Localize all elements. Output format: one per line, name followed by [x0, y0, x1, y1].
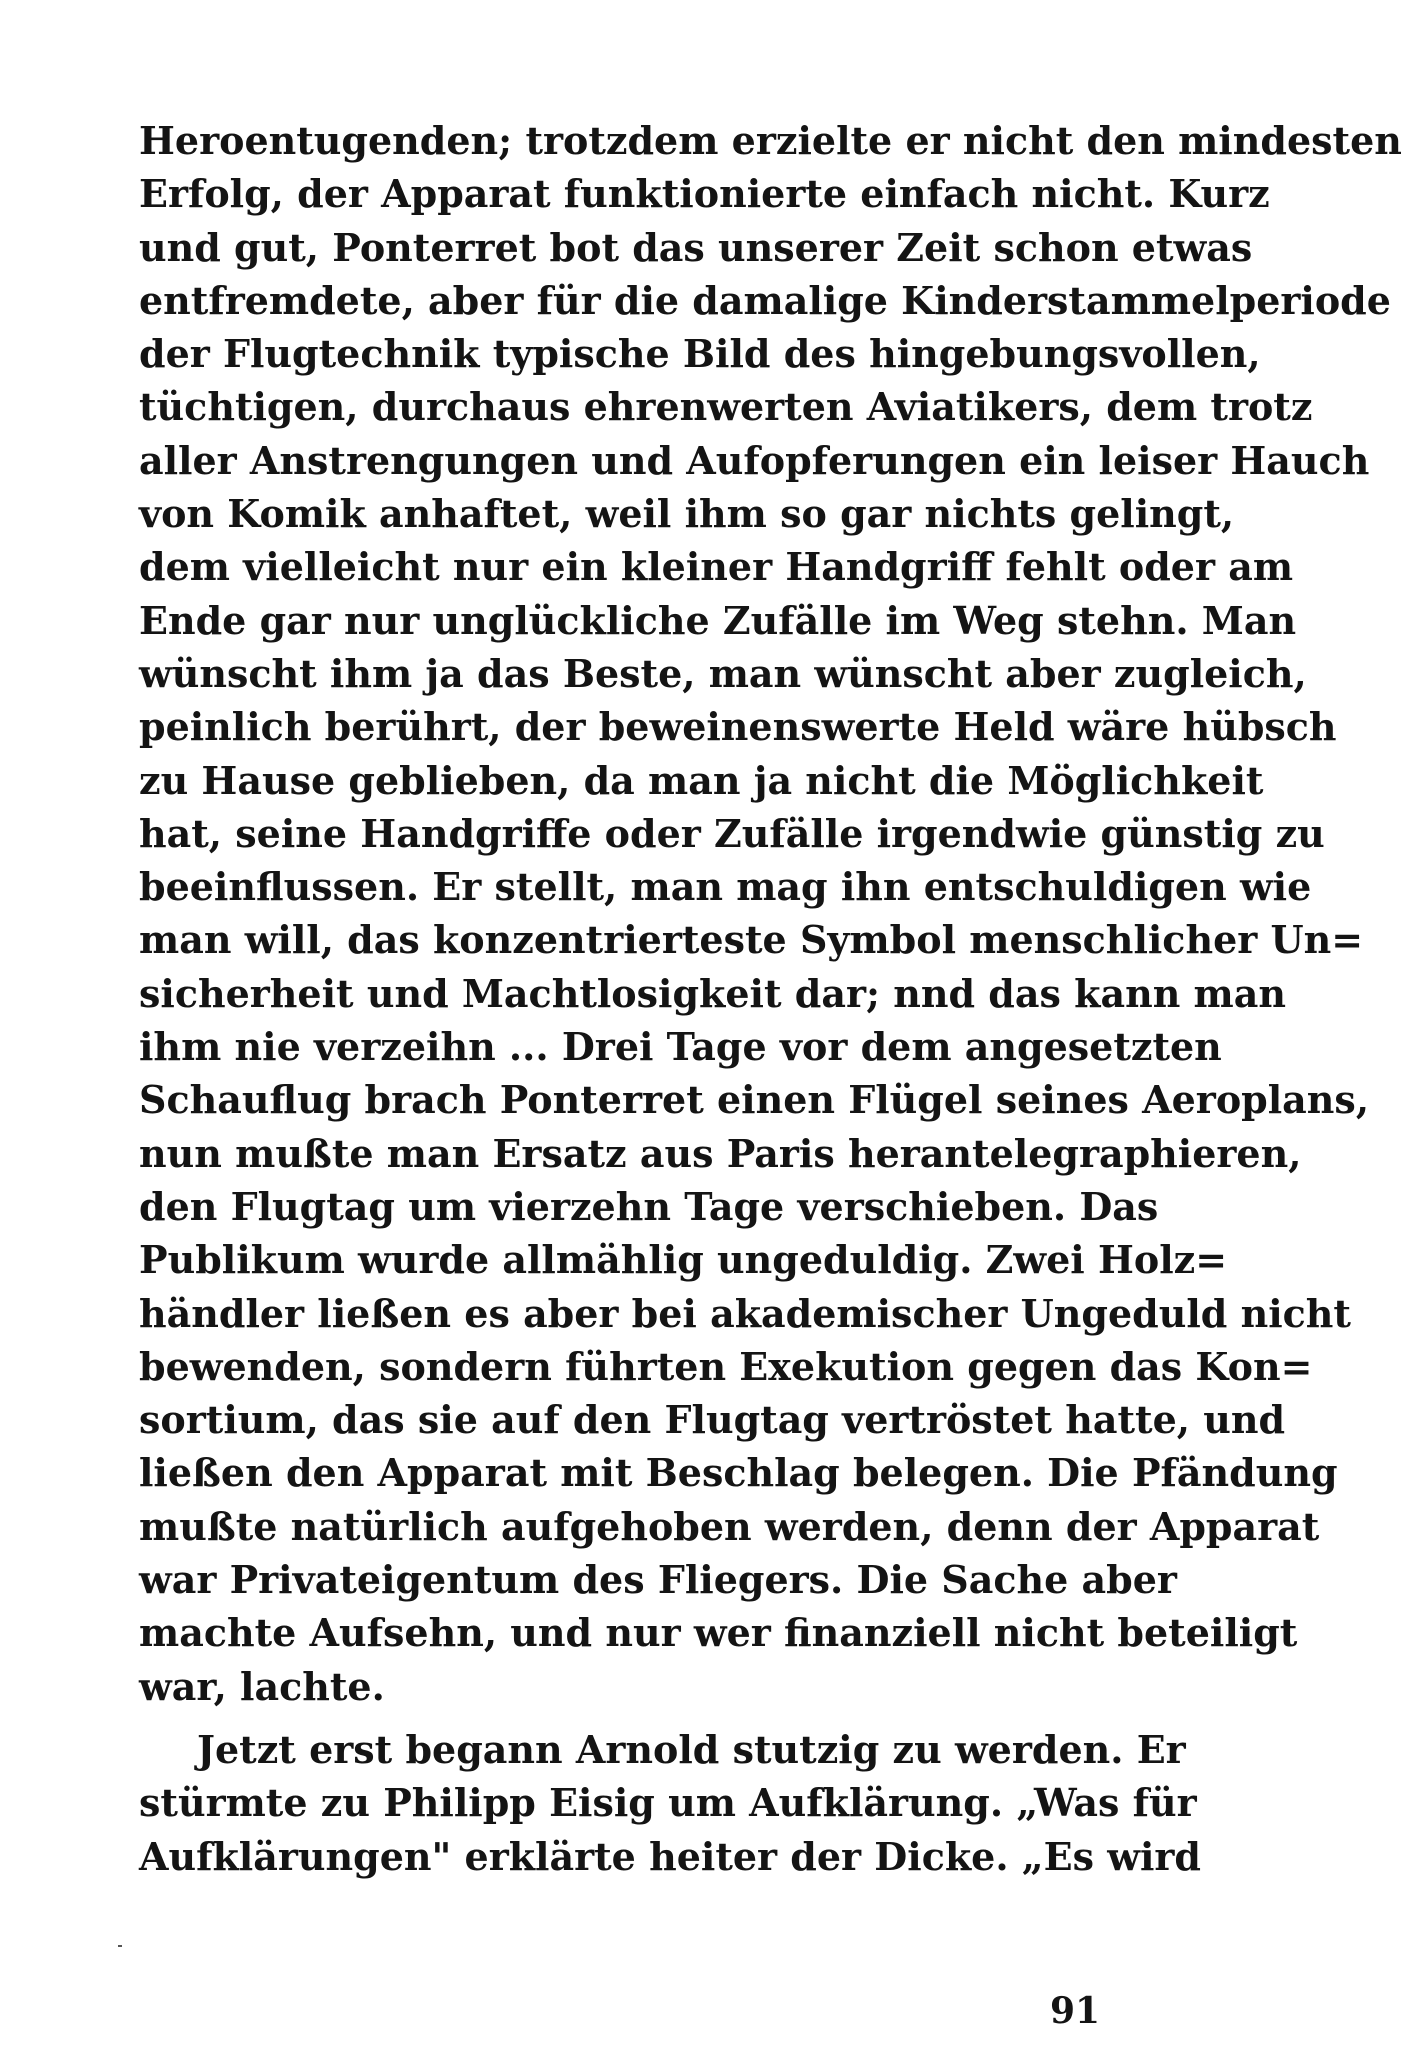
text-line: und gut, Ponterret bot das unserer Zeit schon etwas [139, 224, 1253, 270]
text-line: Jetzt erst begann Arnold stutzig zu werden. Er [197, 1726, 1186, 1772]
text-line: war Privateigentum des Fliegers. Die Sache aber [139, 1557, 1177, 1603]
text-line: wünscht ihm ja das Beste, man wünscht aber zugleich, [139, 650, 1307, 696]
paragraph-2 [139, 1723, 1201, 1883]
text-line: händler ließen es aber bei akademischer Ungeduld nicht [139, 1290, 1351, 1336]
body-text [139, 114, 1402, 1883]
text-line: tüchtigen, durchaus ehrenwerten Aviatikers, dem trotz [139, 384, 1313, 430]
text-line: ihm nie verzeihn ... Drei Tage vor dem angesetzten [139, 1024, 1222, 1070]
text-line: nun mußte man Ersatz aus Paris herantelegraphieren, [139, 1130, 1302, 1176]
text-line: machte Aufsehn, und nur wer finanziell nicht beteiligt [139, 1610, 1298, 1656]
text-line: der Flugtechnik typische Bild des hingebungsvollen, [139, 331, 1261, 377]
text-line: von Komik anhaftet, weil ihm so gar nichts gelingt, [139, 491, 1235, 537]
text-line: zu Hause geblieben, da man ja nicht die Möglichkeit [139, 757, 1264, 803]
text-line: peinlich berührt, der beweinenswerte Held wäre hübsch [139, 704, 1337, 750]
text-line: stürmte zu Philipp Eisig um Aufklärung. „Was für [139, 1780, 1197, 1826]
paragraph-1 [139, 114, 1402, 1713]
text-line: aller Anstrengungen und Aufopferungen ein leiser Hauch [139, 437, 1370, 483]
text-line: entfremdete, aber für die damalige Kinderstammelperiode [139, 277, 1391, 323]
text-line: war, lachte. [139, 1663, 385, 1709]
text-line: Aufklärungen" erklärte heiter der Dicke. „Es wird [139, 1833, 1201, 1879]
text-line: man will, das konzentrierteste Symbol menschlicher Un= [139, 917, 1364, 963]
text-line: Erfolg, der Apparat funktionierte einfach nicht. Kurz [139, 171, 1270, 217]
margin-mark [118, 1945, 122, 1947]
text-line: Ende gar nur unglückliche Zufälle im Weg stehn. Man [139, 597, 1297, 643]
text-line: sicherheit und Machtlosigkeit dar; nnd das kann man [139, 970, 1287, 1016]
paragraph-gap [139, 1713, 1099, 1723]
text-line: hat, seine Handgriffe oder Zufälle irgendwie günstig zu [139, 810, 1325, 856]
text-line: den Flugtag um vierzehn Tage verschieben. Das [139, 1183, 1159, 1229]
text-line: dem vielleicht nur ein kleiner Handgriff fehlt oder am [139, 544, 1294, 590]
text-line: bewenden, sondern führten Exekution gegen das Kon= [139, 1343, 1313, 1389]
text-line: mußte natürlich aufgehoben werden, denn der Apparat [139, 1503, 1320, 1549]
text-line: Schauflug brach Ponterret einen Flügel seines Aeroplans, [139, 1077, 1370, 1123]
text-line: ließen den Apparat mit Beschlag belegen. Die Pfändung [139, 1450, 1338, 1496]
text-line: beeinflussen. Er stellt, man mag ihn entschuldigen wie [139, 864, 1312, 910]
text-line: Heroentugenden; trotzdem erzielte er nicht den mindesten [139, 118, 1402, 163]
text-line: Publikum wurde allmählig ungeduldig. Zwei Holz= [139, 1237, 1228, 1283]
page-number: 91 [1050, 1990, 1101, 2032]
text-line: sortium, das sie auf den Flugtag vertröstet hatte, und [139, 1397, 1286, 1443]
